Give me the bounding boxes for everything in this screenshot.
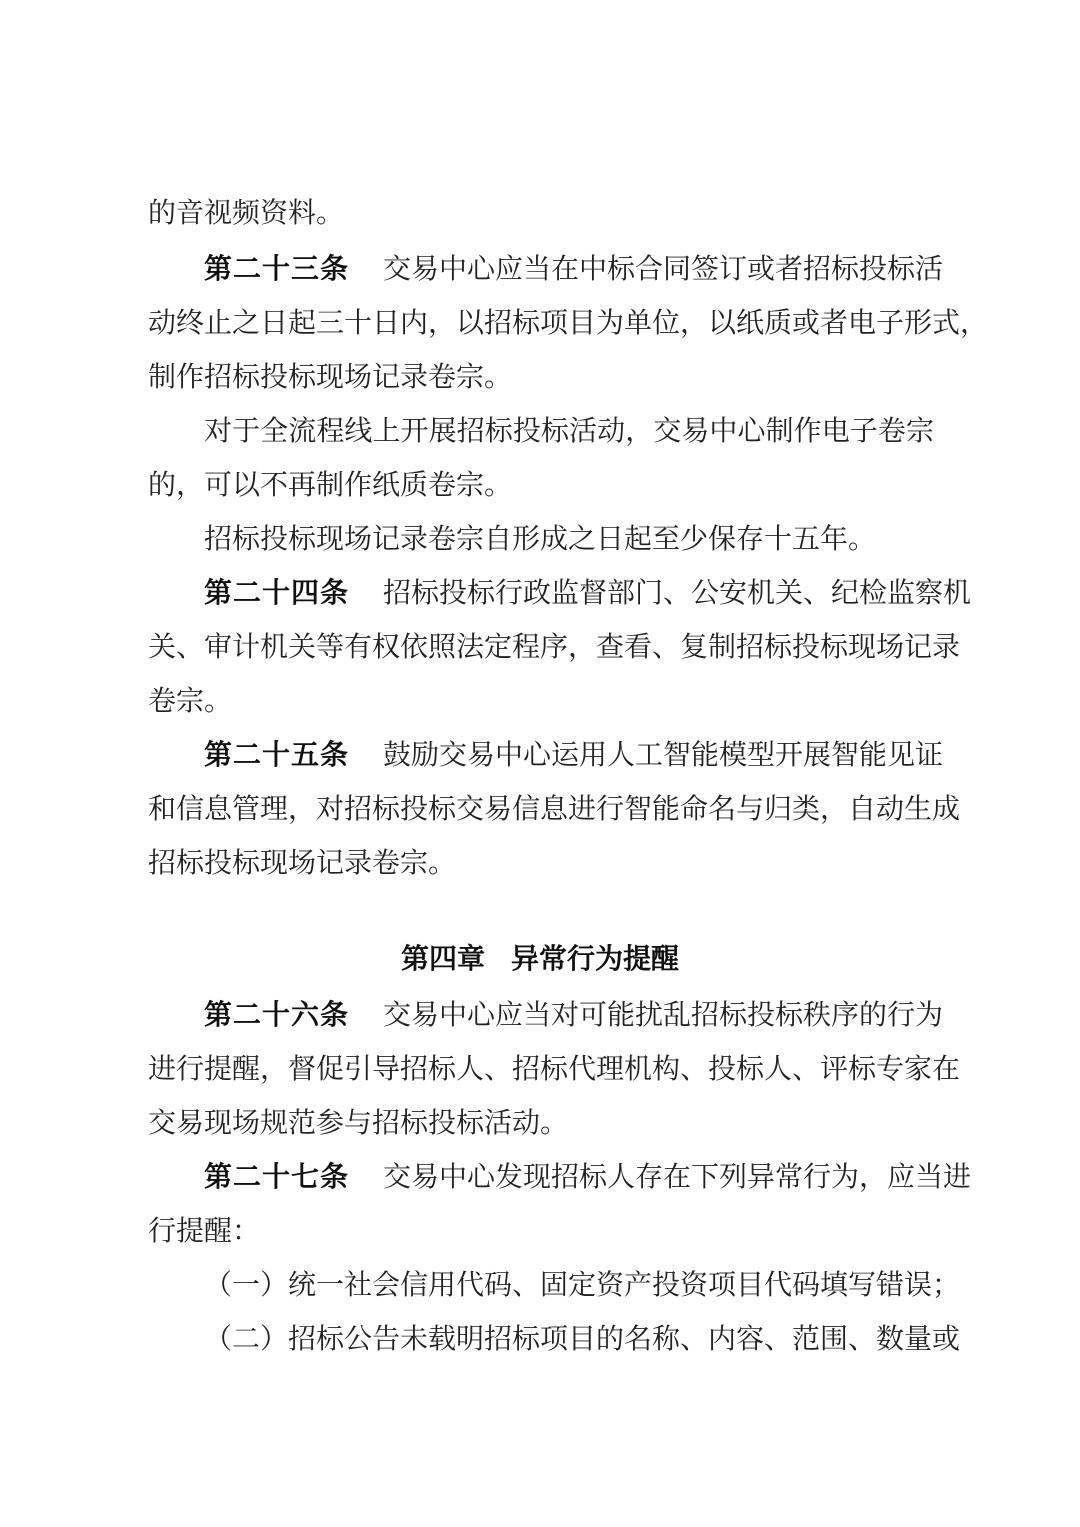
article-23-para-2-line-1: 对于全流程线上开展招标投标活动，交易中心制作电子卷宗	[204, 414, 934, 447]
article-26-line-1	[204, 995, 944, 1035]
article-25-line-2: 和信息管理，对招标投标交易信息进行智能命名与归类，自动生成	[148, 792, 961, 825]
article-25-line-3: 招标投标现场记录卷宗。	[148, 846, 457, 879]
article-26-line-2: 进行提醒，督促引导招标人、招标代理机构、投标人、评标专家在	[148, 1052, 961, 1085]
article-23-line-3: 制作招标投标现场记录卷宗。	[148, 360, 513, 393]
article-24-text-1: 招标投标行政监督部门、公安机关、纪检监察机	[383, 576, 972, 609]
article-25-text-1: 鼓励交易中心运用人工智能模型开展智能见证	[383, 738, 944, 771]
article-27-line-1	[204, 1157, 972, 1197]
article-27-line-2: 行提醒：	[148, 1214, 261, 1247]
article-23-line-1	[204, 249, 944, 289]
article-23-para-3: 招标投标现场记录卷宗自形成之日起至少保存十五年。	[204, 522, 877, 555]
article-27-item-1: （一）统一社会信用代码、固定资产投资项目代码填写错误；	[204, 1268, 961, 1301]
article-25-line-1	[204, 735, 944, 775]
article-24-title: 第二十四条	[204, 576, 350, 609]
continuation-line: 的音视频资料。	[148, 196, 345, 229]
article-23-para-2-line-2: 的，可以不再制作纸质卷宗。	[148, 468, 513, 501]
article-26-title: 第二十六条	[204, 998, 350, 1031]
article-27-title: 第二十七条	[204, 1160, 350, 1193]
article-24-line-3: 卷宗。	[148, 684, 233, 717]
article-24-line-1	[204, 573, 972, 613]
chapter-heading	[0, 938, 1080, 980]
chapter-title: 异常行为提醒	[511, 942, 680, 975]
article-23-text-1: 交易中心应当在中标合同签订或者招标投标活	[383, 252, 944, 285]
article-27-text-1: 交易中心发现招标人存在下列异常行为，应当进	[383, 1160, 972, 1193]
article-23-title: 第二十三条	[204, 252, 350, 285]
article-26-line-3: 交易现场规范参与招标投标活动。	[148, 1106, 569, 1139]
article-24-line-2: 关、审计机关等有权依照法定程序，查看、复制招标投标现场记录	[148, 630, 961, 663]
article-27-item-2: （二）招标公告未载明招标项目的名称、内容、范围、数量或	[204, 1322, 961, 1355]
article-25-title: 第二十五条	[204, 738, 350, 771]
article-23-line-2: 动终止之日起三十日内，以招标项目为单位，以纸质或者电子形式，	[148, 306, 989, 339]
chapter-number: 第四章	[400, 942, 485, 975]
article-26-text-1: 交易中心应当对可能扰乱招标投标秩序的行为	[383, 998, 944, 1031]
